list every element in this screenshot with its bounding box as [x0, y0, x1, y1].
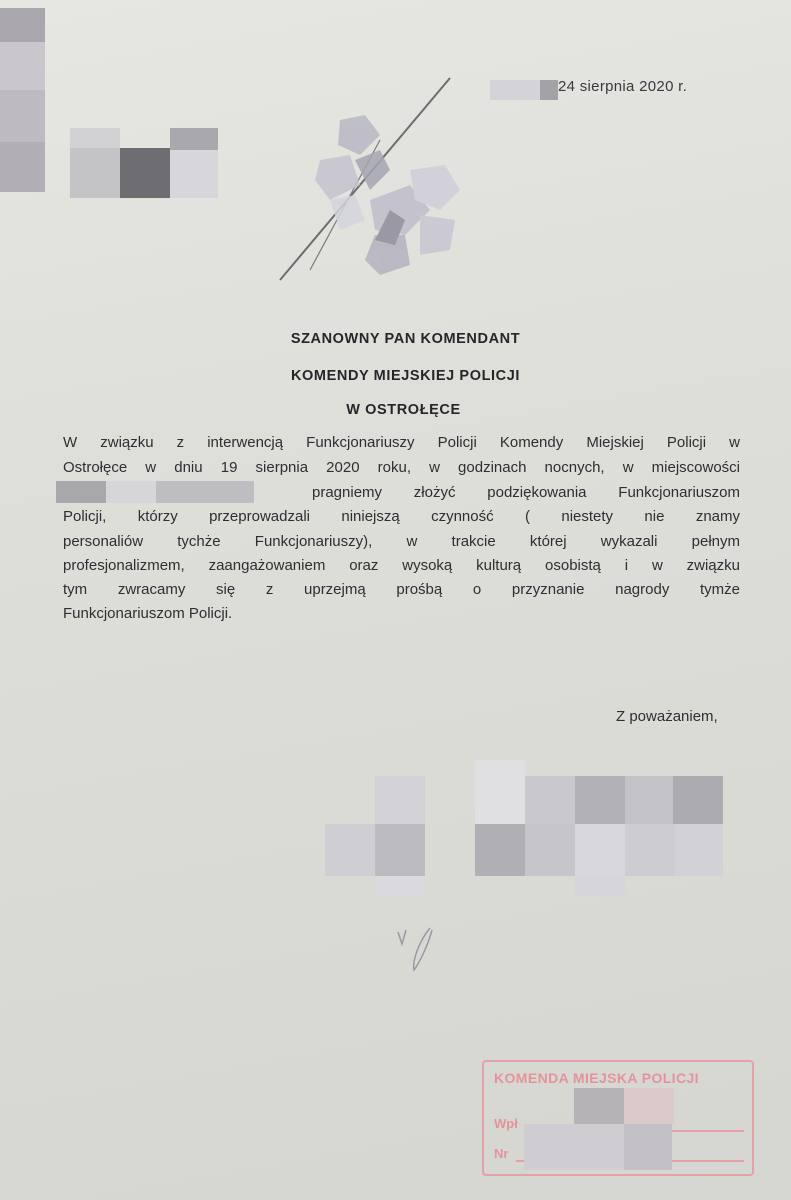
redacted-sender-block [0, 0, 220, 200]
heading-recipient-unit: KOMENDY MIEJSKIEJ POLICJI [290, 368, 521, 384]
stamp-title: KOMENDA MIEJSKA POLICJI [494, 1070, 699, 1086]
redacted-handwritten-annotation [270, 70, 490, 290]
body-line: tym zwracamy się z uprzejmą prośbą o przyznanie nagrody tymże [63, 581, 740, 598]
letter-date: 24 sierpnia 2020 r. [558, 78, 688, 95]
body-line: Funkcjonariuszom Policji. [63, 605, 233, 622]
body-line: pragniemy złożyć podziękowania Funkcjonariuszom [312, 484, 740, 501]
body-line: personaliów tychże Funkcjonariuszy), w trakcie której wykazali pełnym [63, 533, 740, 550]
redacted-location [56, 481, 106, 503]
stamp-field-received-label: Wpł [494, 1116, 518, 1131]
redacted-stamp-fields [574, 1088, 624, 1124]
body-line: Ostrołęce w dniu 19 sierpnia 2020 roku, w godzinach nocnych, w miejscowości [63, 459, 740, 476]
body-line: W związku z interwencją Funkcjonariuszy Policji Komendy Miejskiej Policji w [63, 434, 740, 451]
heading-recipient-title: SZANOWNY PAN KOMENDANT [290, 331, 521, 347]
redacted-place [490, 80, 540, 100]
handwritten-mark [390, 920, 450, 980]
body-line: profesjonalizmem, zaangażowaniem oraz wysoką kulturą osobistą i w związku [63, 557, 740, 574]
body-line: Policji, którzy przeprowadzali niniejszą czynność ( niestety nie znamy [63, 508, 740, 525]
heading-recipient-city: W OSTROŁĘCE [346, 402, 461, 418]
closing-phrase: Z poważaniem, [616, 708, 718, 725]
incoming-mail-stamp [482, 1060, 754, 1176]
stamp-field-number-label: Nr [494, 1146, 509, 1161]
redacted-signatures [325, 760, 745, 910]
